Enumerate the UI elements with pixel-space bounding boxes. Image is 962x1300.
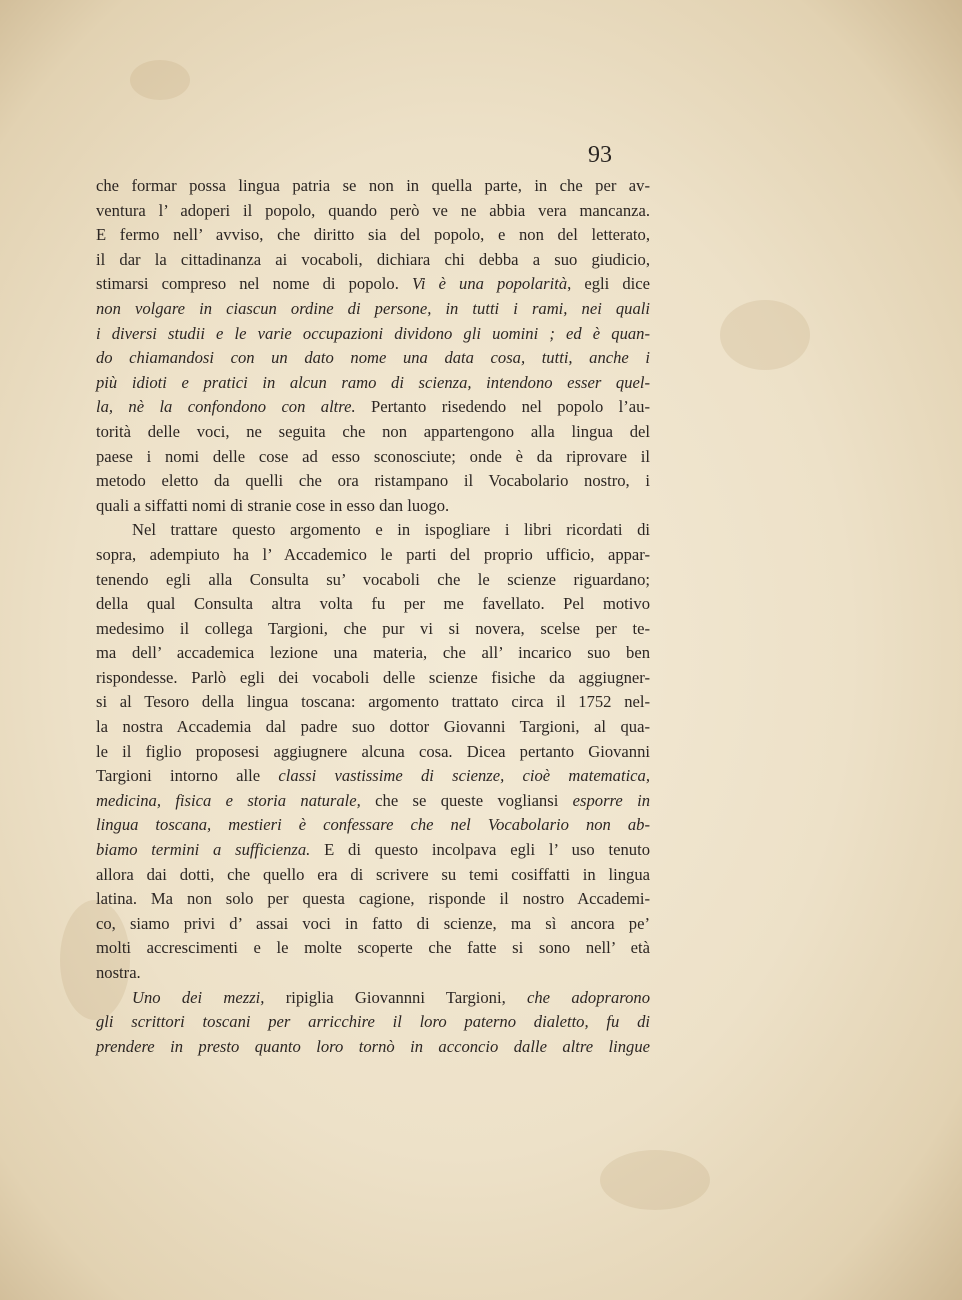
text-line	[96, 223, 650, 248]
italic-text-run: do chiamandosi con un dato nome una data cosa, tutti, anche i	[96, 348, 650, 368]
text-line	[96, 764, 650, 789]
text-run: il dar la cittadinanza ai vocaboli, dichiara chi debba a suo giudicio,	[96, 249, 650, 269]
paper-stain	[600, 1150, 710, 1210]
text-line	[96, 592, 650, 617]
text-line	[96, 174, 650, 199]
paper-stain	[130, 60, 190, 100]
text-line	[96, 494, 650, 519]
italic-text-run: medicina, fisica e storia naturale,	[96, 790, 361, 810]
italic-text-run: i diversi studii e le varie occupazioni dividono gli uomini ; ed è quan-	[96, 323, 650, 343]
text-run: latina. Ma non solo per questa cagione, risponde il nostro Accademi-	[96, 889, 650, 909]
text-run: sopra, adempiuto ha l’ Accademico le parti del proprio ufficio, appar-	[96, 544, 650, 564]
italic-text-run: biamo termini a sufficienza.	[96, 840, 311, 860]
text-line	[96, 715, 650, 740]
italic-text-run: più idioti e pratici in alcun ramo di scienza, intendono esser quel-	[96, 372, 650, 392]
text-run: allora dai dotti, che quello era di scrivere su temi cosiffatti in lingua	[96, 864, 650, 884]
text-run: torità delle voci, ne seguita che non appartengono alla lingua del	[96, 421, 650, 441]
text-run: E fermo nell’ avviso, che diritto sia del popolo, e non del letterato,	[96, 225, 650, 245]
text-run: metodo eletto da quelli che ora ristampano il Vocabolario nostro, i	[96, 471, 650, 491]
text-line	[96, 518, 650, 543]
text-run: ventura l’ adoperi il popolo, quando però ve ne abbia vera mancanza.	[96, 200, 650, 220]
text-line	[96, 322, 650, 347]
italic-text-run: lingua toscana, mestieri è confessare che nel Vocabolario non ab-	[96, 815, 650, 835]
text-line	[96, 863, 650, 888]
italic-text-run: Uno dei mezzi,	[132, 987, 265, 1007]
text-run: stimarsi compreso nel nome di popolo.	[96, 274, 412, 294]
text-run: rispondesse. Parlò egli dei vocaboli delle scienze fisiche da aggiugner-	[96, 667, 650, 687]
italic-text-run: classi vastissime di scienze, cioè matematica,	[278, 766, 650, 786]
text-line	[96, 690, 650, 715]
text-run: ripiglia Giovannni Targioni,	[264, 987, 528, 1007]
text-run: E di questo incolpava egli l’ uso tenuto	[310, 840, 650, 860]
italic-text-run: gli scrittori toscani per arricchire il loro paterno dialetto, fu di	[96, 1012, 650, 1032]
body-text	[96, 174, 650, 1059]
text-line	[96, 199, 650, 224]
text-line	[96, 371, 650, 396]
text-line	[96, 986, 650, 1011]
text-line	[96, 248, 650, 273]
text-run: le il figlio proposesi aggiugnere alcuna cosa. Dicea pertanto Giovanni	[96, 741, 650, 761]
text-line	[96, 789, 650, 814]
text-line	[96, 740, 650, 765]
text-run: che formar possa lingua patria se non in quella parte, in che per av-	[96, 176, 650, 195]
text-run: Pertanto risedendo nel popolo l’au-	[355, 397, 650, 417]
text-line	[96, 813, 650, 838]
text-line	[96, 568, 650, 593]
text-line	[96, 420, 650, 445]
italic-text-run: prendere in presto quanto loro tornò in acconcio dalle altre lingue	[96, 1036, 650, 1056]
italic-text-run: non volgare in ciascun ordine di persone, in tutti i rami, nei quali	[96, 298, 650, 318]
italic-text-run: che adoprarono	[527, 987, 650, 1007]
text-line	[96, 936, 650, 961]
text-run: ma dell’ accademica lezione una materia, che all’ incarico suo ben	[96, 643, 650, 663]
text-line	[96, 346, 650, 371]
text-line	[96, 887, 650, 912]
text-line	[96, 838, 650, 863]
text-line	[96, 1035, 650, 1060]
text-run: Targioni intorno alle	[96, 766, 279, 786]
text-run: quali a siffatti nomi di stranie cose in esso dan luogo.	[96, 495, 450, 515]
text-run: si al Tesoro della lingua toscana: argomento trattato circa il 1752 nel-	[96, 692, 650, 712]
text-line	[96, 543, 650, 568]
text-run: medesimo il collega Targioni, che pur vi si novera, scelse per te-	[96, 618, 650, 638]
text-line	[96, 395, 650, 420]
text-line	[96, 961, 650, 986]
text-line	[96, 617, 650, 642]
italic-text-run: esporre in	[572, 790, 650, 810]
paper-stain	[720, 300, 810, 370]
text-line	[96, 1010, 650, 1035]
text-line	[96, 469, 650, 494]
text-line	[96, 272, 650, 297]
text-run: co, siamo privi d’ assai voci in fatto di scienze, ma sì ancora pe’	[96, 913, 650, 933]
text-run: tenendo egli alla Consulta su’ vocaboli che le scienze riguardano;	[96, 569, 650, 589]
text-run: la nostra Accademia dal padre suo dottor Giovanni Targioni, al qua-	[96, 717, 650, 737]
italic-text-run: la, nè la confondono con altre.	[96, 397, 356, 417]
text-line	[96, 641, 650, 666]
italic-text-run: Vi è una popolarità	[411, 274, 568, 294]
text-run: paese i nomi delle cose ad esso sconosciute; onde è da riprovare il	[96, 446, 650, 466]
page-number: 93	[588, 142, 612, 168]
text-run: che se queste vogliansi	[360, 790, 573, 810]
text-run: nostra.	[96, 963, 141, 982]
text-line	[96, 666, 650, 691]
text-run: Nel trattare questo argomento e in ispogliare i libri ricordati di	[132, 520, 650, 540]
text-line	[96, 445, 650, 470]
text-line	[96, 912, 650, 937]
text-run: , egli dice	[567, 274, 650, 294]
text-line	[96, 297, 650, 322]
text-run: della qual Consulta altra volta fu per me favellato. Pel motivo	[96, 594, 650, 614]
text-run: molti accrescimenti e le molte scoperte che fatte si sono nell’ età	[96, 938, 650, 958]
